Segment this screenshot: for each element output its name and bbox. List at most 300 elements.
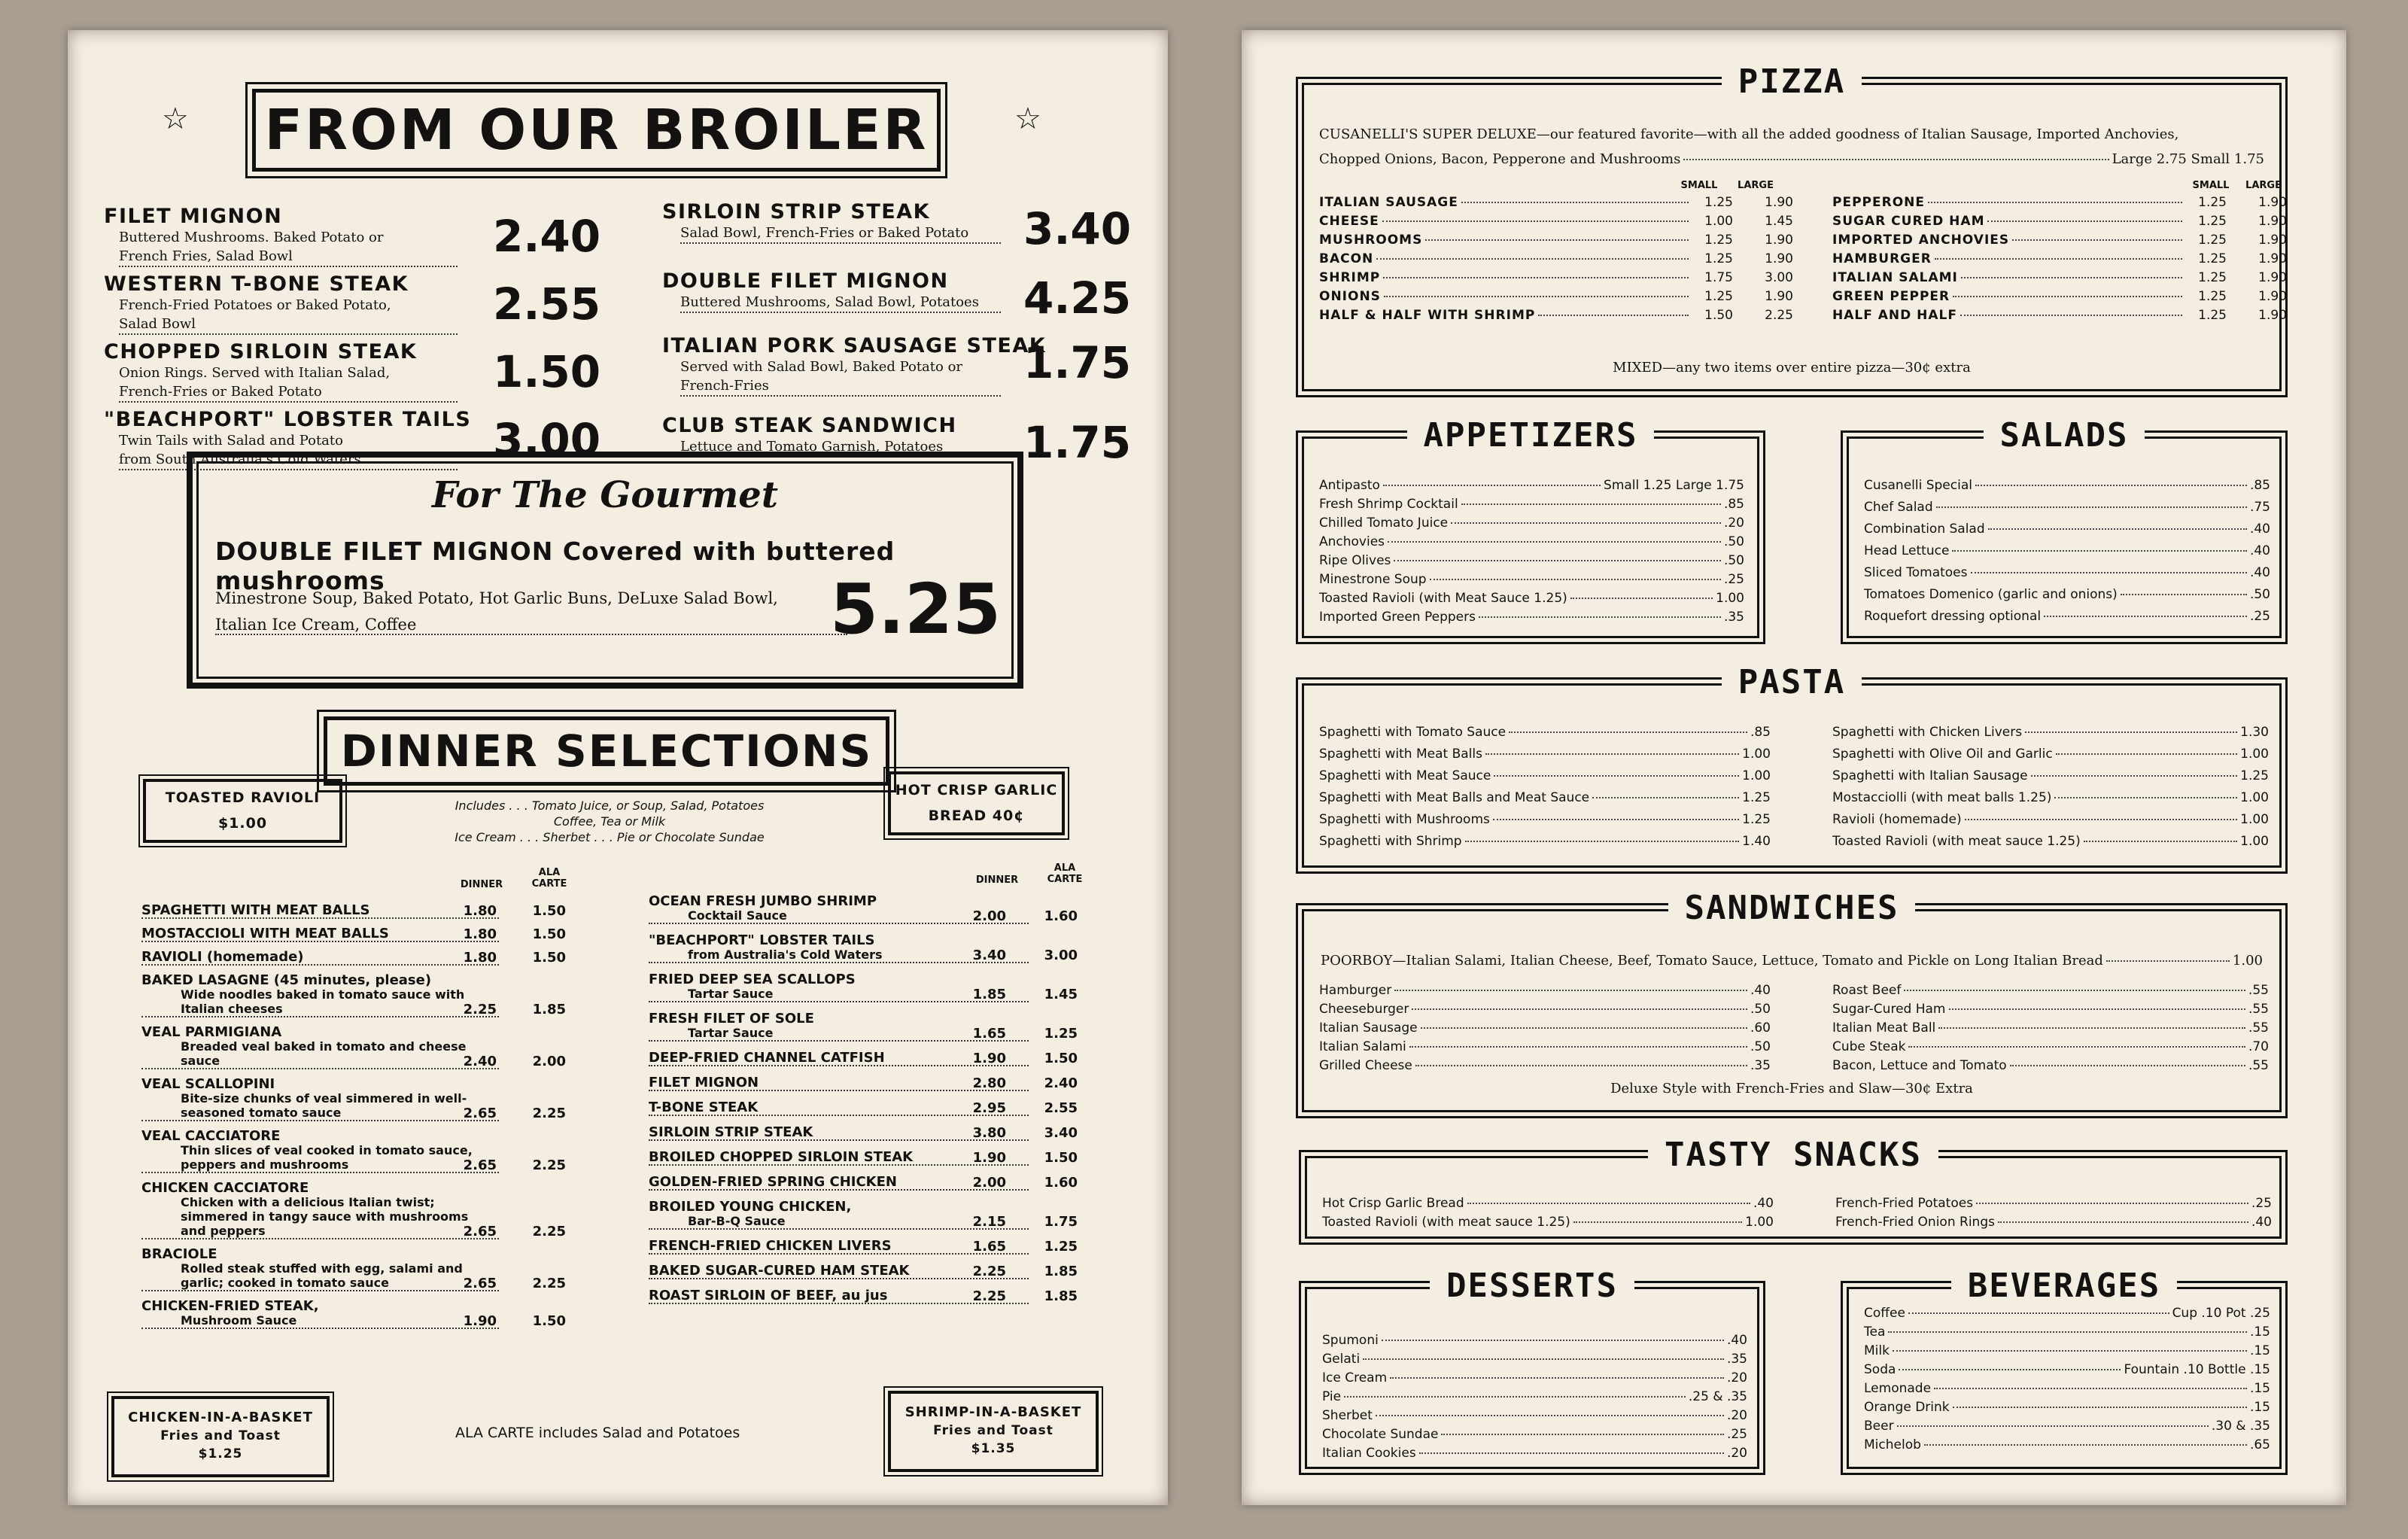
dinner-price: 2.25 [972,1264,1006,1279]
dot-leader [1908,1046,2245,1048]
menu-item-price: .25 [2251,1196,2272,1211]
dinner-item-desc: Cocktail Sauce [649,908,1029,924]
menu-item-price: .55 [2248,1020,2269,1036]
menu-item-price: .50 [1723,534,1744,549]
dinner-item-desc: sauce [141,1054,499,1069]
dot-leader [1975,485,2247,486]
dot-leader [2121,594,2247,595]
menu-item-price: .20 [1726,1446,1747,1461]
ala-carte-price: 1.50 [1044,1150,1078,1166]
dinner-item-name: DEEP-FRIED CHANNEL CATFISH [649,1051,1029,1066]
menu-item-name: Tomatoes Domenico (garlic and onions) [1864,587,2118,602]
dot-leader [1441,1434,1723,1435]
menu-row [1319,478,1744,493]
menu-row [1319,725,1771,740]
menu-item-price: .15 [2249,1381,2270,1396]
menu-item-name: Grilled Cheese [1319,1058,1412,1073]
menu-row [1832,1058,2269,1073]
price-large: 1.90 [2258,289,2287,304]
price-small: 1.25 [1704,195,1733,210]
price-large: 3.00 [1765,270,1793,285]
salads-section [1847,416,2282,638]
beverages-section [1847,1267,2282,1469]
menu-row [1319,983,1771,998]
dot-leader [1987,221,2182,222]
ala-carte-price: 2.25 [532,1157,566,1173]
dot-leader [1388,541,1721,543]
menu-item-name: Spaghetti with Chicken Livers [1832,725,2023,740]
dot-leader [1888,1331,2247,1333]
dot-leader [1415,1065,1747,1066]
broiler-desc-line: Twin Tails with Salad and Potato [119,433,343,449]
menu-row [1864,1362,2270,1377]
ala-carte-price: 1.60 [1044,1175,1078,1191]
ala-carte-price: 1.85 [532,1002,566,1017]
dot-leader [2012,239,2182,241]
dot-leader [1493,819,1739,820]
dot-leader [1908,1312,2169,1314]
dinner-item-desc: Chicken with a delicious Italian twist; [181,1195,435,1209]
menu-row [1322,1352,1747,1367]
menu-item-price: .85 [1723,497,1744,512]
toasted-ravioli-price: $1.00 [217,815,268,832]
menu-item-name: Italian Salami [1319,1039,1406,1054]
ala-carte-price: 1.50 [1044,1051,1078,1066]
menu-row [1832,195,2287,210]
dot-leader [1383,277,1689,278]
menu-item-name: French-Fried Potatoes [1835,1196,1974,1211]
dot-leader [1376,1415,1724,1416]
menu-item-price: .25 [2249,609,2270,624]
menu-item-price: .55 [2248,1002,2269,1017]
broiler-title: FROM OUR BROILER [264,98,929,163]
menu-item-price: .60 [1750,1020,1771,1036]
dot-leader [1938,1027,2245,1029]
menu-row [1322,1408,1747,1423]
dot-leader [1904,990,2245,991]
menu-item-price: .15 [2249,1343,2270,1358]
ala-carte-price: 2.25 [532,1224,566,1239]
menu-item-price: .15 [2249,1400,2270,1415]
dinner-item-desc: Tartar Sauce [649,987,1029,1002]
dot-leader [1382,221,1689,222]
menu-row [1832,1020,2269,1036]
beverages-title-wrap [1849,1267,2279,1305]
col-ala-left [523,867,576,890]
menu-item-name: ITALIAN SALAMI [1832,270,1958,285]
menu-row [1319,790,1771,805]
menu-row [1322,1196,1774,1211]
left-menu-page [68,30,1168,1505]
menu-item-name: Spaghetti with Italian Sausage [1832,768,2028,783]
menu-item-price: 1.25 [1742,812,1771,827]
shrimp-basket-box [888,1391,1099,1472]
broiler-item-price: 1.75 [1023,417,1132,468]
dot-leader [2010,1065,2245,1066]
snacks-section [1305,1136,2282,1239]
dinner-price: 2.40 [463,1054,497,1069]
dot-leader [1570,598,1713,599]
salads-title-wrap [1849,416,2279,455]
dinner-item-name: BAKED LASAGNE (45 minutes, please) [141,972,432,988]
menu-item-name: Soda [1864,1362,1896,1377]
menu-row [1319,289,1793,304]
dinner-item-desc: from Australia's Cold Waters [649,947,1029,963]
dot-leader [1467,1203,1750,1204]
menu-item-name: ITALIAN SAUSAGE [1319,195,1458,210]
menu-item-name: Spaghetti with Mushrooms [1319,812,1490,827]
menu-item-price: .85 [2249,478,2270,493]
menu-item-name: ONIONS [1319,289,1381,304]
menu-row [1832,1039,2269,1054]
menu-item-price: .20 [1726,1370,1747,1385]
menu-item-price: .50 [1750,1002,1771,1017]
dot-leader [2031,775,2238,777]
menu-row [1319,1058,1771,1073]
menu-item-name: GREEN PEPPER [1832,289,1950,304]
menu-item-name: Beer [1864,1419,1894,1434]
gourmet-title: For The Gourmet [431,474,779,516]
pizza-large-hdr-left: LARGE [1738,180,1774,191]
includes-line-2: Coffee, Tea or Milk [553,814,666,829]
menu-item-name: Antipasto [1319,478,1380,493]
menu-item-price: .40 [1753,1196,1774,1211]
menu-row [1835,1215,2272,1230]
menu-row [1832,214,2287,229]
dot-leader [1430,579,1721,580]
dot-leader [1479,616,1721,618]
ala-carte-price: 2.40 [1044,1075,1078,1091]
sandwiches-section [1302,889,2282,1112]
menu-row [1835,1196,2272,1211]
menu-row [1319,768,1771,783]
dinner-title-box [324,716,889,786]
dinner-price: 1.65 [972,1239,1006,1255]
pizza-large-hdr-right: LARGE [2245,180,2282,191]
price-large: 1.90 [1765,233,1793,248]
gourmet-desc-1: Minestrone Soup, Baked Potato, Hot Garlic Buns, DeLuxe Salad Bowl, [215,589,778,607]
broiler-item-price: 3.40 [1023,203,1132,254]
menu-row [1319,553,1744,568]
dot-leader [1409,1046,1747,1048]
menu-row [1832,834,2269,849]
dinner-item [141,950,499,966]
menu-item-name: Anchovies [1319,534,1385,549]
dinner-item-name: BRACIOLE [141,1246,217,1262]
poorboy-text: POORBOY—Italian Salami, Italian Cheese, Beef, Tomato Sauce, Lettuce, Tomato and Pickle on Long Italian Bread [1321,953,2103,969]
menu-row [1864,1325,2270,1340]
broiler-item-price: 2.55 [493,278,601,330]
menu-item-price: .40 [2249,565,2270,580]
menu-row [1832,812,2269,827]
gourmet-price: 5.25 [830,569,1001,649]
dot-leader [1935,258,2182,260]
ala-carte-price: 2.55 [1044,1100,1078,1116]
sandwiches-title: SANDWICHES [1668,889,1916,927]
menu-row [1322,1446,1747,1461]
menu-item-name: Toasted Ravioli (with Meat Sauce 1.25) [1319,591,1567,606]
dinner-item-desc: Wide noodles baked in tomato sauce with [181,987,465,1002]
menu-row [1832,747,2269,762]
menu-item-price: Small 1.25 Large 1.75 [1604,478,1744,493]
dot-leader [1934,1388,2247,1389]
menu-item-price: 1.00 [2240,747,2269,762]
menu-item-name: Chef Salad [1864,500,1933,515]
menu-item-price: .35 [1723,610,1744,625]
dinner-item-desc: peppers and mushrooms [141,1157,499,1173]
dot-leader [1899,1369,2121,1370]
menu-row [1319,270,1793,285]
menu-item-price: 1.30 [2240,725,2269,740]
menu-item-name: Minestrone Soup [1319,572,1427,587]
broiler-item-desc [662,224,1001,244]
menu-item-price: 1.00 [1745,1215,1774,1230]
price-large: 1.90 [2258,233,2287,248]
dot-leader [1953,1407,2247,1408]
broiler-item [104,205,601,267]
dot-leader [1936,506,2247,508]
price-small: 1.50 [1704,308,1733,323]
menu-row [1832,983,2269,998]
broiler-desc-line: Buttered Mushrooms, Salad Bowl, Potatoes [680,293,1001,313]
menu-row [1322,1427,1747,1442]
dot-leader [1363,1358,1724,1360]
menu-item-price: 1.25 [1742,790,1771,805]
broiler-desc-line: Served with Salad Bowl, Baked Potato or [680,359,963,375]
dinner-item-name: ROAST SIRLOIN OF BEEF, au jus [649,1288,1029,1304]
dinner-item-desc: seasoned tomato sauce [141,1106,499,1121]
menu-item-price: .15 [2249,1325,2270,1340]
menu-row [1864,1437,2270,1452]
garlic-bread-box [888,771,1065,835]
menu-row [1864,1419,2270,1434]
menu-row [1864,1343,2270,1358]
menu-item-name: Spaghetti with Tomato Sauce [1319,725,1507,740]
menu-item-name: Sugar-Cured Ham [1832,1002,1946,1017]
menu-item-name: Ravioli (homemade) [1832,812,1962,827]
menu-item-name: Michelob [1864,1437,1921,1452]
menu-row [1319,1002,1771,1017]
menu-item-name: HAMBURGER [1832,251,1932,266]
dot-leader [1461,503,1721,505]
dot-leader [1485,753,1739,755]
ala-carte-price: 1.25 [1044,1026,1078,1042]
dinner-item-name: VEAL CACCIATORE [141,1128,281,1144]
dinner-price: 1.80 [463,903,497,919]
toasted-ravioli-box [143,779,342,843]
dinner-item-name: MOSTACCIOLI WITH MEAT BALLS [141,926,499,942]
menu-item-name: Lemonade [1864,1381,1932,1396]
menu-item-name: SUGAR CURED HAM [1832,214,1985,229]
ala-carte-price: 1.60 [1044,908,1078,924]
menu-row [1319,812,1771,827]
gourmet-box [187,452,1023,689]
dot-leader [1344,1396,1686,1398]
menu-item-name: HALF & HALF WITH SHRIMP [1319,308,1536,323]
menu-item-price: 1.00 [1742,747,1771,762]
broiler-title-box [252,89,941,172]
broiler-item [662,334,1132,397]
broiler-item-price: 1.75 [1023,337,1132,388]
dinner-item-name: BAKED SUGAR-CURED HAM STEAK [649,1264,1029,1279]
dinner-item-name: CHICKEN-FRIED STEAK, [141,1298,319,1314]
beverages-title: BEVERAGES [1951,1267,2177,1305]
dot-leader [1893,1350,2247,1352]
dot-leader [1952,550,2247,552]
dinner-item-desc: and peppers [141,1224,499,1239]
broiler-desc-line: from South Australia's Cold Waters [119,450,458,470]
dinner-price: 1.90 [463,1313,497,1329]
ala-carte-price: 1.50 [532,1313,566,1329]
menu-item-name: Chocolate Sundae [1322,1427,1439,1442]
broiler-item-name: CLUB STEAK SANDWICH [662,414,957,437]
menu-item-name: Imported Green Peppers [1319,610,1476,625]
price-large: 1.90 [1765,289,1793,304]
menu-item-name: Spaghetti with Shrimp [1319,834,1462,849]
dinner-item-desc: garlic; cooked in tomato sauce [141,1276,499,1291]
dot-leader [1465,841,1740,842]
menu-item-name: Italian Cookies [1322,1446,1416,1461]
dinner-item [141,926,499,942]
menu-row [1832,270,2287,285]
price-small: 1.25 [2198,233,2227,248]
menu-item-price: .65 [2249,1437,2270,1452]
dot-leader [1897,1425,2209,1427]
menu-row [1319,214,1793,229]
gourmet-headline: DOUBLE FILET MIGNON Covered with buttered mushrooms [215,537,895,595]
appetizers-section [1302,416,1759,638]
col-dinner-left: DINNER [460,879,503,890]
broiler-item-desc [662,293,1001,313]
dinner-price: 2.65 [463,1224,497,1239]
menu-item-price: .50 [1750,1039,1771,1054]
price-small: 1.25 [1704,251,1733,266]
pasta-title: PASTA [1722,663,1862,701]
garlic-bread-label: HOT CRISP GARLIC [895,782,1058,798]
menu-item-name: Sliced Tomatoes [1864,565,1968,580]
menu-row [1322,1333,1747,1348]
menu-row [1864,522,2270,537]
dot-leader [1383,485,1601,486]
snacks-title: TASTY SNACKS [1648,1136,1938,1174]
dot-leader [1376,258,1689,260]
menu-item-name: Spaghetti with Meat Balls [1319,747,1482,762]
broiler-item-desc [104,228,458,267]
pizza-mixed: MIXED—any two items over entire pizza—30¢ extra [1613,360,1971,376]
pizza-deluxe-line-2: Chopped Onions, Bacon, Pepperone and Mushrooms [1319,151,1681,167]
dot-leader [1451,522,1721,524]
dot-leader [1592,797,1739,798]
pizza-small-hdr-left: SMALL [1680,180,1718,191]
dot-leader [1971,572,2247,573]
menu-item-name: Hamburger [1319,983,1392,998]
menu-item-name: Pie [1322,1389,1342,1404]
dot-leader [2025,731,2237,733]
price-large: 1.90 [2258,251,2287,266]
pizza-small-hdr-right: SMALL [2192,180,2230,191]
dinner-price: 2.15 [972,1214,1006,1230]
pizza-title-wrap [1304,62,2279,101]
menu-item-price: 1.00 [2240,834,2269,849]
menu-row [1319,251,1793,266]
snacks-title-wrap [1307,1136,2279,1174]
menu-item-name: Spaghetti with Meat Sauce [1319,768,1491,783]
price-large: 1.90 [2258,195,2287,210]
chicken-basket-l2: Fries and Toast [160,1428,281,1443]
price-large: 2.25 [1765,308,1793,323]
menu-item-price: 1.00 [1716,591,1744,606]
dot-leader [2056,753,2237,755]
pizza-title: PIZZA [1722,62,1862,101]
pizza-section [1302,62,2287,391]
menu-item-name: French-Fried Onion Rings [1835,1215,1995,1230]
menu-item-name: SHRIMP [1319,270,1381,285]
broiler-desc-line: Lettuce and Tomato Garnish, Potatoes [680,437,1001,458]
menu-item-price: 1.25 [2240,768,2269,783]
menu-row [1319,534,1744,549]
menu-item-name: Italian Meat Ball [1832,1020,1936,1036]
pasta-section [1302,663,2282,868]
dinner-item [141,973,499,1017]
menu-item-name: PEPPERONE [1832,195,1925,210]
price-large: 1.90 [2258,214,2287,229]
dinner-price: 2.95 [972,1100,1006,1116]
dot-leader [1960,315,2182,316]
broiler-item-name: FILET MIGNON [104,205,283,228]
menu-item-name: MUSHROOMS [1319,233,1423,248]
menu-item-price: .50 [2249,587,2270,602]
dinner-price: 1.90 [972,1150,1006,1166]
dinner-item-desc: Tartar Sauce [649,1026,1029,1042]
dinner-price: 1.80 [463,950,497,966]
dot-leader [1382,1340,1724,1341]
dinner-price: 1.85 [972,987,1006,1002]
shrimp-basket-l2: Fries and Toast [933,1423,1054,1438]
dot-leader [2054,797,2237,798]
broiler-item-name: "BEACHPORT" LOBSTER TAILS [104,408,472,431]
menu-row [1322,1370,1747,1385]
menu-item-name: Mostacciolli (with meat balls 1.25) [1832,790,2052,805]
dinner-item-name: VEAL SCALLOPINI [141,1076,275,1092]
menu-row [1319,834,1771,849]
ala-carte-price: 3.00 [1044,947,1078,963]
menu-row [1864,478,2270,493]
menu-item-name: Milk [1864,1343,1890,1358]
menu-item-name: Cusanelli Special [1864,478,1972,493]
pizza-deluxe-price: Large 2.75 Small 1.75 [2112,151,2264,167]
menu-item-price: 1.00 [2240,812,2269,827]
broiler-item-name: CHOPPED SIRLOIN STEAK [104,340,418,363]
menu-item-name: Roast Beef [1832,983,1902,998]
dot-leader [1949,1008,2245,1010]
menu-item-price: .40 [2249,543,2270,558]
chicken-basket-l3: $1.25 [198,1446,243,1461]
ala-carte-price: 1.75 [1044,1214,1078,1230]
price-small: 1.25 [1704,233,1733,248]
dot-leader [1494,775,1739,777]
broiler-desc-line: Onion Rings. Served with Italian Salad, [119,365,391,381]
dinner-item-name: GOLDEN-FRIED SPRING CHICKEN [649,1175,1029,1191]
broiler-item-name: SIRLOIN STRIP STEAK [662,200,931,224]
shrimp-basket-l1: SHRIMP-IN-A-BASKET [905,1404,1082,1420]
menu-row [1319,516,1744,531]
broiler-item [104,272,601,335]
menu-row [1832,233,2287,248]
dinner-item-name: RAVIOLI (homemade) [141,950,499,966]
menu-item-name: Chilled Tomato Juice [1319,516,1449,531]
menu-item-name: CHEESE [1319,214,1379,229]
broiler-item [662,200,1132,254]
